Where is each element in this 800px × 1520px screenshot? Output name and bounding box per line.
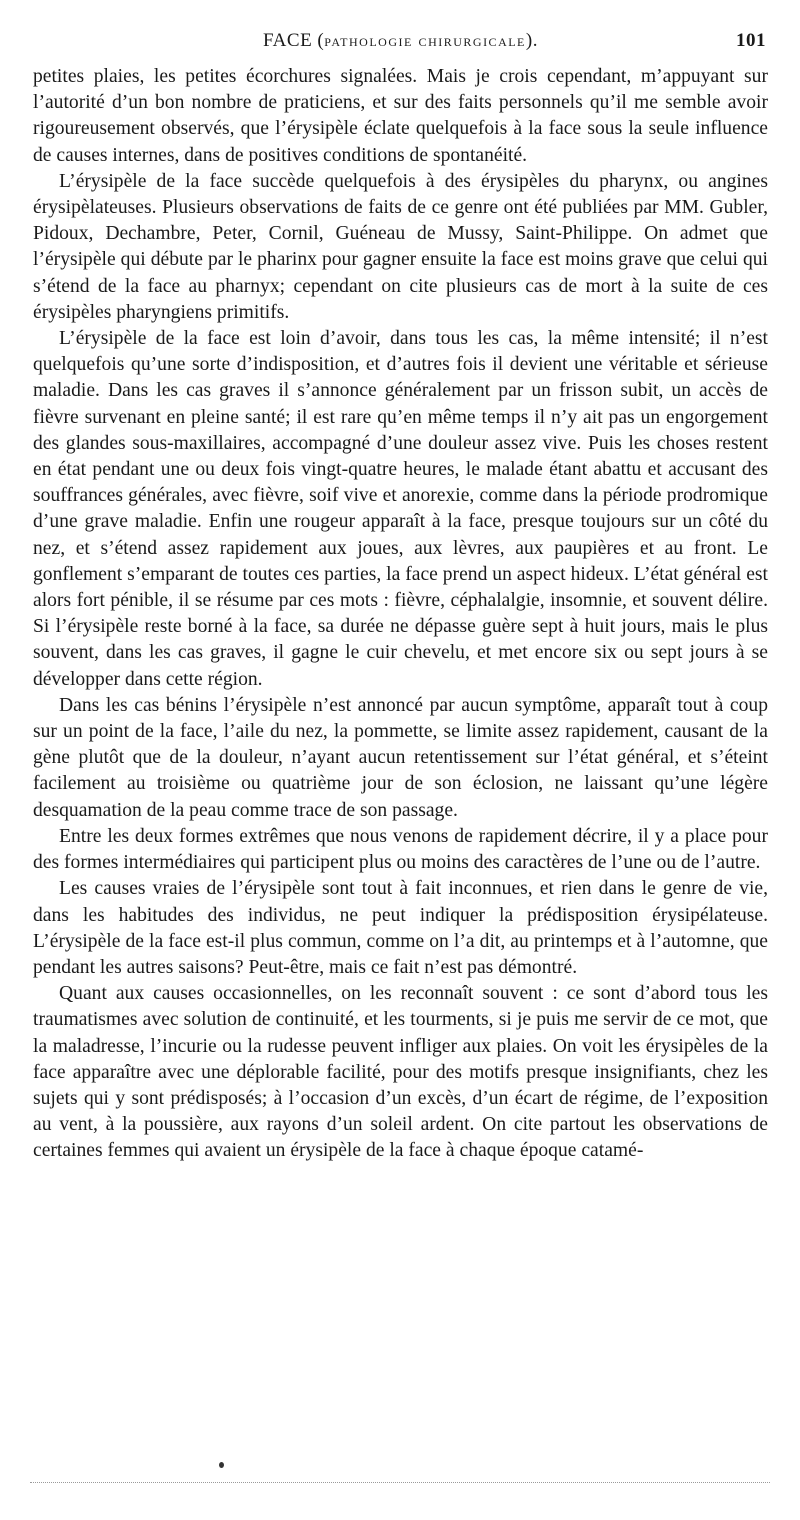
document-page — [33, 28, 768, 1165]
paragraph-intensity: L’érysipèle de la face est loin d’avoir, dans tous les cas, la même intensité; il n’est quelquefois qu’une sorte d’indisposition, et d’autres fois il devient une véritable et sérieuse maladie. Dans les cas graves il s’annonce généralement par un frisson subit, un accès de fièvre survenant en pleine santé; il est rare qu’en même temps il n’y ait pas un engorgement des glandes sous-maxillaires, accompagné d’une douleur assez vive. Puis les choses restent en état pendant une ou deux fois vingt-quatre heures, le malade étant abattu et accusant des souffrances générales, avec fièvre, soif vive et anorexie, comme dans la période prodromique d’une grave maladie. Enfin une rougeur apparaît à la face, presque toujours sur un côté du nez, et s’étend assez rapidement aux joues, aux lèvres, aux paupières et au front. Le gonflement s’emparant de toutes ces parties, la face prend un aspect hideux. L’état général est alors fort pénible, il se résume par ces mots : fièvre, céphalalgie, insomnie, et souvent délire. Si l’érysipèle reste borné à la face, sa durée ne dépasse guère sept à huit jours, mais le plus souvent, dans les cas graves, il gagne le cuir chevelu, et met encore six ou sept jours à se développer dans cette région. — [33, 328, 768, 690]
paragraph-benign-cases: Dans les cas bénins l’érysipèle n’est annoncé par aucun symptôme, apparaît tout à coup sur un point de la face, l’aile du nez, la pommette, se limite assez rapidement, causant de la gène plutôt que de la douleur, n’ayant aucun retentissement sur l’état général, et s’éteint facilement au troisième ou quatrième jour de son éclosion, ne laissant qu’une légère desquamation de la peau comme trace de son passage. — [33, 694, 768, 821]
paragraph-occasional-causes: Quant aux causes occasionnelles, on les reconnaît souvent : ce sont d’abord tous les traumatismes avec solution de continuité, et les tourments, si je puis me servir de ce mot, que la maladresse, l’incurie ou la rudesse peuvent infliger aux plaies. On voit les érysipèles de la face apparaître avec une déplorable facilité, pour des motifs presque insignifiants, chez les sujets qui y sont prédisposés; à l’occasion d’un excès, d’un écart de régime, de l’exposition au vent, à la poussière, aux rayons d’un soleil ardent. On cite partout les observations de certaines femmes qui avaient un érysipèle de la face à chaque époque catamé- — [33, 983, 768, 1162]
paragraph-true-causes: Les causes vraies de l’érysipèle sont tout à fait inconnues, et rien dans le genre de vie, dans les habitudes des individus, ne peut indiquer la prédisposition érysipélateuse. L’érysipèle de la face est-il plus commun, comme on l’a dit, au printemps et à l’automne, que pendant les autres saisons? Peut-être, mais ce fait n’est pas démontré. — [33, 878, 768, 978]
header-title-end: ). — [525, 30, 538, 51]
header-title — [33, 30, 768, 52]
page-number: 101 — [736, 30, 766, 51]
body-text — [33, 64, 768, 1165]
printer-mark — [219, 1462, 224, 1468]
header-title-subtitle: pathologie chirurgicale — [324, 31, 526, 50]
paragraph-continuation: petites plaies, les petites écorchures signalées. Mais je crois cependant, m’appuyant sur l’autorité d’un bon nombre de praticiens, et sur des faits personnels qu’il me semble avoir rigoureusement observés, que l’érysipèle éclate quelquefois à la face sous la seule influence de causes internes, dans de positives conditions de spontanéité. — [33, 66, 768, 166]
running-header — [33, 28, 768, 58]
paragraph-pharynx: L’érysipèle de la face succède quelquefois à des érysipèles du pharynx, ou angines érysipèlateuses. Plusieurs observations de faits de ce genre ont été publiées par MM. Gubler, Pidoux, Dechambre, Peter, Cornil, Guéneau de Mussy, Saint-Philippe. On admet que l’érysipèle qui débute par le pharinx pour gagner ensuite la face est moins grave que celui qui s’étend de la face au pharnyx; cependant on cite plusieurs cas de mort à la suite de ces érysipèles pharyngiens primitifs. — [33, 170, 768, 323]
paragraph-intermediate-forms: Entre les deux formes extrêmes que nous venons de rapidement décrire, il y a place pour des formes intermédiaires qui participent plus ou moins des caractères de l’une ou de l’autre. — [33, 825, 768, 874]
header-title-main: FACE ( — [263, 30, 325, 51]
footer-rule — [30, 1482, 770, 1483]
